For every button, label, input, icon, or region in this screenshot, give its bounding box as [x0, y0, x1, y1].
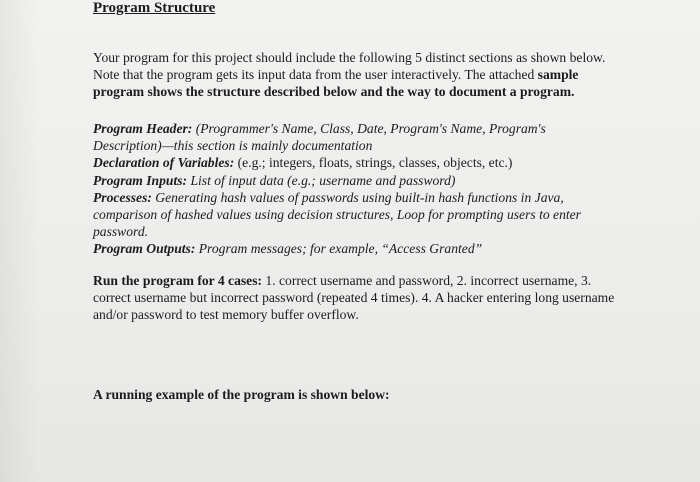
processes-text-2: comparison of hashed values using decision structures, Loop for prompting users to enter — [93, 207, 581, 223]
outputs-label: Program Outputs: — [93, 241, 196, 257]
processes-item — [93, 189, 653, 206]
program-header-text-2: Description)—this section is mainly documentation — [93, 138, 373, 154]
processes-label: Processes: — [93, 189, 152, 205]
program-header-label: Program Header: — [93, 121, 193, 136]
processes-text: Generating hash values of passwords using built-in hash functions in Java, — [151, 189, 564, 205]
running-example-label: A running example of the program is shown below: — [93, 387, 390, 402]
section-heading: Program Structure — [93, 0, 216, 16]
page-shadow — [0, 0, 40, 482]
intro-line-3-text: shows the structure described below and the way to document a program. — [144, 84, 575, 100]
cases-text-1: 1. correct username and password, 2. incorrect username, 3. — [262, 273, 592, 288]
sections-list — [93, 120, 653, 258]
variables-text: (e.g.; integers, floats, strings, classes, objects, etc.) — [234, 155, 513, 171]
intro-line-2 — [93, 66, 653, 83]
inputs-label: Program Inputs: — [93, 172, 188, 188]
variables-item — [93, 154, 653, 171]
processes-text-3: password. — [93, 224, 149, 240]
variables-label: Declaration of Variables: — [93, 155, 235, 171]
cases-line-2: correct username but incorrect password (repeated 4 times). 4. A hacker entering long username — [93, 290, 615, 306]
cases-label: Run the program for 4 cases: — [93, 273, 263, 288]
program-header-item — [93, 120, 653, 137]
intro-paragraph — [93, 49, 653, 101]
cases-paragraph — [93, 272, 653, 324]
intro-line-2-text: Note that the program gets its input data from the user interactively. The attached — [93, 67, 538, 83]
program-word: program — [93, 84, 145, 100]
inputs-item — [93, 172, 653, 189]
cases-line-1 — [93, 272, 653, 289]
cases-line-3: and/or password to test memory buffer overflow. — [93, 307, 359, 323]
outputs-item — [93, 240, 653, 257]
inputs-text: List of input data (e.g.; username and password) — [187, 172, 456, 188]
sample-word: sample — [537, 67, 579, 83]
intro-line-1: Your program for this project should include the following 5 distinct sections as shown below. — [93, 50, 606, 65]
outputs-text: Program messages; for example, “Access Granted” — [195, 241, 483, 257]
intro-line-3 — [93, 83, 653, 100]
program-header-text: (Programmer's Name, Class, Date, Program's Name, Program's — [192, 121, 546, 136]
